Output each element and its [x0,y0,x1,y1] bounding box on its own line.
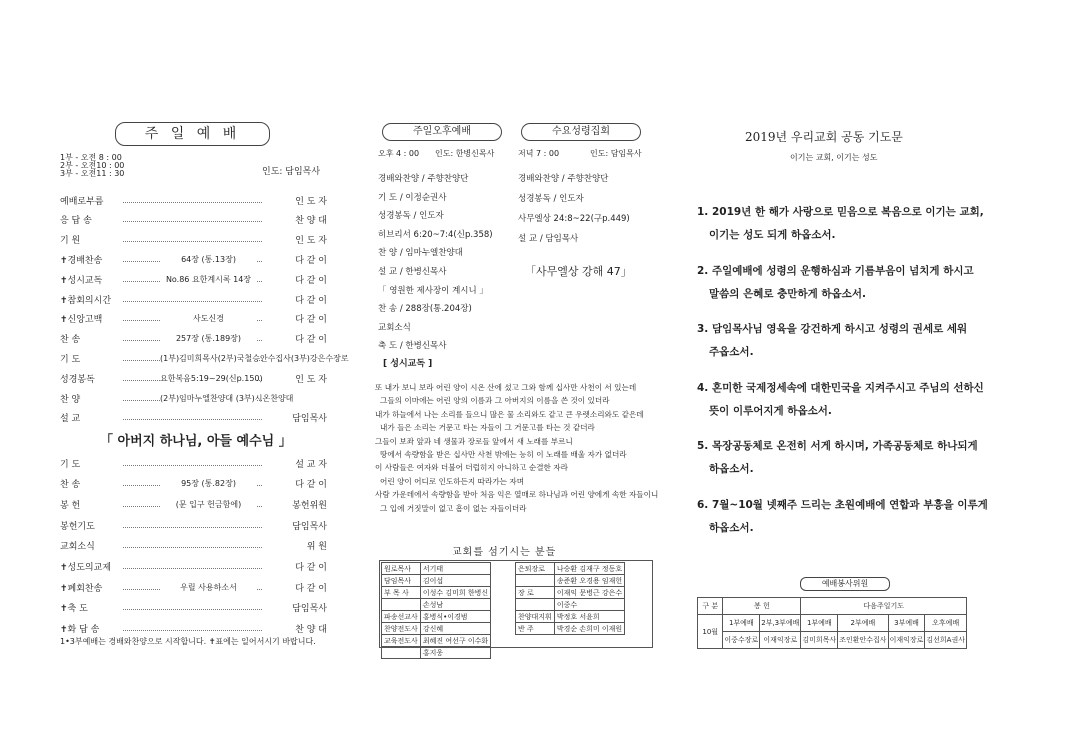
servant-names: 이재익 문병근 강은수 [554,587,624,599]
prayer-number: 1. [697,206,709,218]
servant-names: 나승환 김재구 정동호 [554,563,624,575]
prayer-number: 5. [697,440,709,452]
servant-row [516,623,625,635]
servant-row [382,611,491,623]
prayer-title: 2019년 우리교회 공동 기도문 [745,130,903,144]
order-row [60,477,327,491]
afternoon-order-line: 찬 송 / 288장(통.204장) [378,304,472,315]
vt-sub: 1부예배 [723,615,760,632]
time-2: 2부 - 오전10 : 00 [60,161,125,170]
order-row [60,213,327,227]
order-row [60,193,327,207]
service-times [60,154,124,178]
order-label: ✝축 도 [60,604,88,615]
servant-role: 반 주 [516,623,555,635]
order-label: ✝성시교독 [60,275,103,286]
afternoon-service-title: 주일오후예배 [382,123,502,141]
servant-row [382,587,491,599]
order-detail: 95장 (통.82장) [160,478,257,489]
servant-row [382,647,491,659]
order-person: 담임목사 [292,414,327,425]
vt-cell: 조인환안수집사 [838,632,888,649]
servant-names: 최혜진 여선구 이수화 [420,635,490,647]
dotted-leader [123,241,262,242]
servant-names: 서기태 [420,563,490,575]
afternoon-order-line: 성경봉독 / 인도자 [378,211,444,222]
order-detail: No.86 요한계시록 14장 [160,274,257,285]
order-person: 담임목사 [292,521,327,532]
servant-role: 파송선교사 [382,611,421,623]
main-service-title: 주 일 예 배 [115,122,270,146]
prayer-line: 담임목사님 영육을 강건하게 하시고 성령의 권세로 세워 [711,323,968,335]
order-label: ✝참회의시간 [60,295,112,306]
reading-line: 사람 가운데에서 속량함을 받아 처음 익은 열매로 하나님과 어린 양에게 속한 자들이니 [375,490,659,500]
dotted-leader [123,547,262,548]
servant-row [516,563,625,575]
vt-sub: 2부예배 [838,615,888,632]
vt-header-prayer: 다음주일기도 [801,598,967,615]
order-label: 설 교 [60,414,81,425]
reading-line: 내가 들은 소리는 거문고 타는 자들이 그 거문고를 타는 것 같더라 [380,423,595,433]
afternoon-time: 오후 4 : 00 [378,149,420,158]
servant-role: 찬양대지휘 [516,611,555,623]
order-detail: 사도신경 [160,313,257,324]
reading-line: 이 사람들은 여자와 더불어 더럽히지 아니하고 순결한 자라 [375,463,568,473]
vt-month: 10월 [698,615,723,649]
servant-names: 송준환 오경용 임재헌 [554,575,624,587]
prayer-subtitle: 이기는 교회, 이기는 성도 [790,153,878,162]
dotted-leader [123,465,262,466]
servant-role: 부 목 사 [382,587,421,599]
wednesday-order-line: 사무엘상 24:8~22(구p.449) [518,214,630,224]
order-row [60,272,327,286]
servant-names: 박정호 서윤희 [554,611,624,623]
prayer-line: 말씀의 은혜로 충만하게 하옵소서. [709,287,866,300]
order-row [60,411,327,425]
afternoon-order-line: 찬 양 / 임마누엘찬양대 [378,248,463,259]
servant-role [382,599,421,611]
reading-line: 그들이 보좌 앞과 네 생물과 장로들 앞에서 새 노래를 부르니 [375,436,573,446]
servant-names: 홍지웅 [420,647,490,659]
prayer-line: 목장공동체로 온전히 서게 하시며, 가족공동체로 하나되게 [711,440,978,452]
order-label: ✝화 답 송 [60,625,100,636]
reading-line: 내가 하늘에서 나는 소리를 들으니 많은 물 소리와도 같고 큰 우렛소리와도 같은데 [375,409,644,419]
dotted-leader [123,301,262,302]
wednesday-order-line: 설 교 / 담임목사 [518,234,579,244]
order-detail: (2부)임마누엘찬양대 (3부)시온찬양대 [160,393,294,403]
wednesday-leader: 인도: 담임목사 [590,149,642,158]
servant-role: 원로목사 [382,563,421,575]
dotted-leader [123,221,262,222]
order-label: 기 도 [60,459,81,470]
reading-line: 어린 양이 어디로 인도하든지 따라가는 자며 [380,476,525,486]
order-label: 성경봉독 [60,374,95,385]
servant-names: 강신혜 [420,623,490,635]
order-person: 다 같 이 [295,480,327,491]
dotted-leader [123,630,262,631]
order-person: 설 교 자 [295,459,327,470]
order-row [60,518,327,532]
prayer-line: 하옵소서. [709,521,754,534]
order-person: 다 같 이 [295,335,327,346]
vt-cell: 김미희목사 [801,632,838,649]
servant-row [516,575,625,587]
order-row [60,601,327,615]
afternoon-order-line: 축 도 / 한병신목사 [378,341,447,352]
order-label: 응 답 송 [60,216,92,227]
vt-cell: 이중수장로 [723,632,760,649]
prayer-line: 혼미한 국제정세속에 대한민국을 지켜주시고 주님의 선하신 [711,381,984,394]
volunteer-title: 예배봉사위원 [800,577,890,591]
vt-sub: 3부예배 [888,615,925,632]
order-row [60,622,327,636]
wednesday-order-line: 경배와찬양 / 주향찬양단 [518,174,609,184]
servant-names: 홍병식•이경범 [420,611,490,623]
order-label: 봉헌기도 [60,521,95,532]
prayer-number: 6. [697,498,709,511]
wednesday-time: 저녁 7 : 00 [518,149,560,158]
servant-names: 손성남 [420,599,490,611]
prayer-item [697,318,987,364]
prayer-line: 2019년 한 해가 사랑으로 믿음으로 복음으로 이기는 교회, [711,206,984,218]
order-label: 교회소식 [60,542,95,553]
order-detail: (문 입구 헌금함에) [160,499,257,510]
prayer-item [697,260,987,306]
servant-row [382,623,491,635]
order-row [60,371,327,385]
afternoon-order-line: 교회소식 [378,322,411,333]
vt-header-offering: 봉 헌 [723,598,801,615]
servant-names: 이중수 [554,599,624,611]
volunteer-table [697,597,967,649]
prayer-item [697,377,987,423]
order-person: 담임목사 [292,604,327,615]
servant-row [516,611,625,623]
servant-row [382,599,491,611]
servant-role: 장 로 [516,587,555,599]
order-person: 찬 양 대 [295,216,327,227]
order-person: 인 도 자 [295,236,327,247]
servant-row [382,575,491,587]
prayer-line: 이기는 성도 되게 하옵소서. [709,229,836,241]
order-detail: (1부)김미희목사(2부)국철승안수집사(3부)강은수장로 [160,353,349,363]
servant-names: 박경순 손희미 이재원 [554,623,624,635]
order-label: ✝폐회찬송 [60,583,103,594]
order-label: 봉 헌 [60,500,81,511]
vt-cell: 김선희A권사 [925,632,967,649]
order-row [60,497,327,511]
order-person: 다 같 이 [295,275,327,286]
prayer-line: 하옵소서. [709,463,754,475]
vt-cell: 이재익장로 [888,632,925,649]
order-person: 다 같 이 [295,583,327,594]
afternoon-order-line: 설 교 / 한병신목사 [378,267,447,277]
order-detail: 요한복음5:19~29(신p.150) [160,373,263,383]
order-label: 찬 송 [60,335,81,346]
wednesday-service-title: 수요성령집회 [521,123,641,141]
servant-row [382,635,491,647]
afternoon-order-line: 「 영원한 제사장이 계시니 」 [378,285,488,296]
reading-line: 또 내가 보니 보라 어린 양이 시온 산에 섰고 그와 함께 십사만 사천이 서 있는데 [375,383,637,392]
order-person: 인 도 자 [295,374,327,385]
order-person: 다 같 이 [295,255,327,266]
order-person: 다 같 이 [295,563,327,573]
wednesday-order-line: 성경봉독 / 인도자 [518,194,584,204]
order-person: 봉헌위원 [292,500,327,511]
dotted-leader [123,527,262,528]
order-row [60,539,327,553]
reading-title: [ 성시교독 ] [383,359,433,369]
time-3: 3부 - 오전11 : 30 [60,169,125,178]
dotted-leader [123,202,262,203]
reading-line: 그들의 이마에는 어린 양의 이름과 그 아버지의 이름을 쓴 것이 있더라 [380,396,610,406]
prayer-line: 주일예배에 성령의 운행하심과 기름부음이 넘치게 하시고 [711,264,974,277]
dotted-leader [123,609,262,610]
servant-row [382,563,491,575]
order-detail: 64장 (통.13장) [160,254,257,265]
servant-row [516,587,625,599]
service-note: 1•3부예배는 경배와찬양으로 시작합니다. ✝표에는 일어서시기 바랍니다. [60,637,316,646]
servant-role [516,575,555,587]
order-label: 찬 양 [60,394,81,405]
order-label: 예배로부름 [60,196,104,207]
afternoon-leader: 인도: 한병신목사 [435,149,495,158]
order-person: 인 도 자 [295,196,327,207]
order-label: ✝신앙고백 [60,315,103,326]
vt-sub: 오후예배 [925,615,967,632]
order-row [60,332,327,346]
order-detail: 257장 (통.189장) [160,333,257,344]
prayer-line: 7월~10월 넷째주 드리는 초원예배에 연합과 부흥을 이루게 [711,498,988,511]
reading-line: 그 입에 거짓말이 없고 흠이 없는 자들이더라 [380,503,527,513]
servants-title: 교회를 섬기시는 분들 [452,547,557,558]
order-label: 찬 송 [60,480,81,491]
prayer-number: 2. [697,264,709,277]
prayer-item [697,494,987,540]
prayer-number: 3. [697,323,709,335]
order-row [60,233,327,247]
servant-role [382,647,421,659]
servant-row [516,599,625,611]
afternoon-order-line: 경배와찬양 / 주향찬양단 [378,174,469,184]
order-label: 기 원 [60,236,81,247]
servant-role: 담임목사 [382,575,421,587]
dotted-leader [123,568,262,569]
order-row [60,351,349,365]
servant-names: 김이섭 [420,575,490,587]
prayer-number: 4. [697,381,709,394]
servant-role [516,599,555,611]
order-person: 위 원 [306,542,327,553]
order-row [60,292,327,306]
afternoon-order-line: 히브리서 6:20~7:4(신p.358) [378,229,493,240]
prayer-line: 주옵소서. [709,346,754,358]
prayer-item [697,435,987,481]
order-label: 기 도 [60,354,81,365]
order-label: ✝성도의교제 [60,563,112,573]
reading-line: 땅에서 속량함을 받은 십사만 사천 밖에는 능히 이 노래를 배울 자가 없더라 [380,450,627,459]
vt-cell: 이재익장로 [760,632,801,649]
order-row [60,391,327,405]
time-1: 1부 - 오전 8 : 00 [60,153,122,162]
vt-sub: 1부예배 [801,615,838,632]
vt-header-category: 구 분 [698,598,723,615]
wednesday-sermon: 「사무엘상 강해 47」 [525,265,632,278]
order-label: ✝경배찬송 [60,255,103,266]
servant-role: 은퇴장로 [516,563,555,575]
servant-role: 교육전도사 [382,635,421,647]
dotted-leader [123,419,262,420]
order-row [60,560,327,574]
servant-names: 이성수 김미희 한병신 [420,587,490,599]
leader-label: 인도: 담임목사 [262,167,321,177]
prayer-item [697,201,987,247]
sermon-title: 「 아버지 하나님, 아들 예수님 」 [100,434,292,449]
order-row [60,456,327,470]
servant-role: 찬양전도사 [382,623,421,635]
order-person: 다 같 이 [295,315,327,326]
order-person: 찬 양 대 [295,625,327,636]
order-person: 다 같 이 [295,295,327,306]
vt-sub: 2부,3부예배 [760,615,801,632]
servants-table-left [381,562,491,659]
afternoon-order-line: 기 도 / 이정순권사 [378,192,447,203]
servants-table-right [515,562,625,635]
prayer-line: 뜻이 이루어지게 하옵소서. [709,404,832,417]
order-row [60,312,327,326]
order-detail: 우릴 사용하소서 [160,582,257,593]
order-row [60,252,327,266]
order-row [60,580,327,594]
